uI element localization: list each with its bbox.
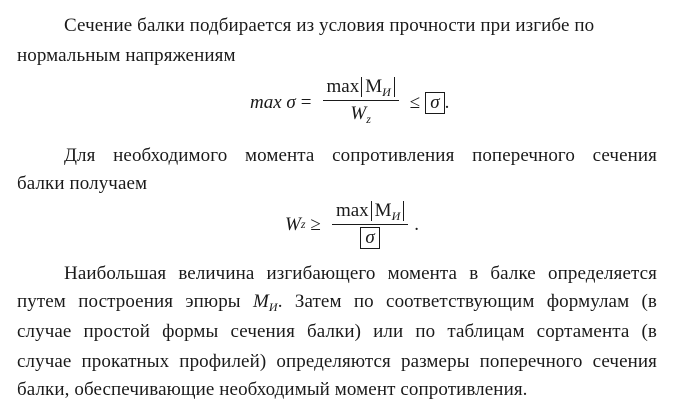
formula-1-fraction	[323, 76, 399, 130]
formula-2-denominator	[360, 225, 379, 249]
formula-1-w-sub: z	[366, 112, 371, 126]
formula-1-numerator	[323, 76, 399, 101]
formula-1-le: ≤	[409, 92, 421, 113]
paragraph-3-line-5: балки, обеспечивающие необходимый момент сопротивления.	[17, 379, 528, 400]
formula-section-modulus	[285, 200, 419, 249]
formula-1-moment-var: M	[365, 76, 383, 97]
paragraph-3-moment-var: M	[252, 291, 269, 312]
paragraph-3-moment-sub: И	[268, 300, 278, 314]
formula-1-period: .	[444, 92, 450, 113]
paragraph-2-line-2: балки получаем	[17, 173, 148, 194]
formula-1-lhs: max σ	[250, 92, 296, 113]
paragraph-1-line-2: нормальным напряжениям	[17, 45, 236, 66]
paragraph-3-line-2-start: путем построения эпюры	[17, 291, 241, 312]
formula-2-period: .	[414, 213, 419, 235]
formula-2-w-sub: z	[300, 217, 306, 231]
formula-1-allowable-stress: σ	[425, 92, 444, 114]
paragraph-3-line-2-end: . Затем по соответствующим формулам (в	[277, 291, 657, 312]
formula-1-denominator	[350, 101, 371, 130]
formula-1-abs-moment	[361, 77, 395, 97]
formula-2-max: max	[335, 200, 369, 221]
formula-2-ge: ≥	[310, 213, 321, 235]
formula-2-moment-var: M	[374, 200, 392, 221]
paragraph-3-line-3: случае простой формы сечения балки) или по таблицам сортамента (в	[17, 321, 657, 342]
paragraph-1-line-1: Сечение балки подбирается из условия прочности при изгибе по	[64, 15, 595, 36]
formula-2-fraction	[332, 200, 408, 249]
paragraph-2-line-1: Для необходимого момента сопротивления поперечного сечения	[64, 145, 657, 166]
formula-strength-condition	[250, 76, 449, 130]
formula-1-equals: =	[300, 92, 312, 113]
formula-1-max: max	[326, 76, 360, 97]
formula-2-w-var: W	[285, 213, 301, 235]
paragraph-3-line-2	[17, 290, 657, 319]
paragraph-3-line-1: Наибольшая величина изгибающего момента в балке определяется	[64, 263, 657, 284]
formula-1-w-var: W	[350, 103, 367, 124]
formula-2-abs-moment	[371, 201, 405, 221]
paragraph-3-line-4: случае прокатных профилей) определяются размеры поперечного сечения	[17, 351, 657, 372]
formula-2-moment-sub: И	[391, 209, 401, 223]
formula-2-numerator	[332, 200, 408, 225]
formula-1-moment-sub: И	[382, 85, 391, 99]
formula-2-allowable-stress: σ	[360, 227, 379, 249]
